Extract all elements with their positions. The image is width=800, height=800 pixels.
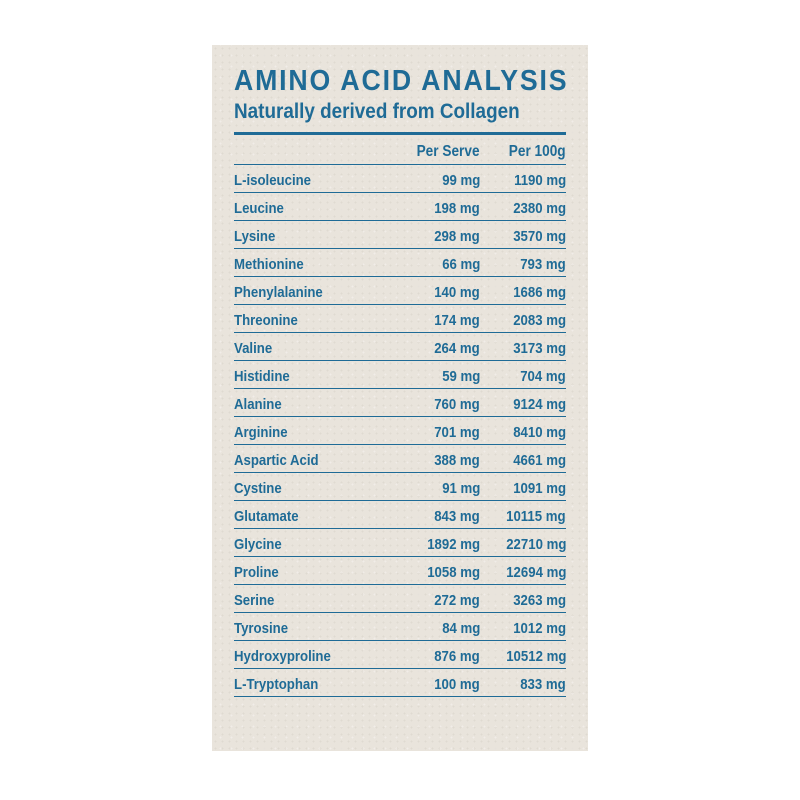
- per-serve-value: 100 mg: [434, 676, 480, 693]
- per-serve-value: 84 mg: [441, 620, 480, 637]
- table-row: [234, 333, 566, 361]
- table-row: [234, 557, 566, 585]
- amino-acid-name: Glutamate: [234, 508, 299, 525]
- table-row: [234, 613, 566, 641]
- per-serve-value: 198 mg: [434, 200, 480, 217]
- per-100g-value: 1091 mg: [513, 480, 566, 497]
- amino-acid-name: L-isoleucine: [234, 172, 312, 189]
- amino-acid-name: Cystine: [234, 480, 282, 497]
- per-100g-value: 1686 mg: [513, 284, 566, 301]
- amino-acid-name: Proline: [234, 564, 279, 581]
- table-row: [234, 249, 566, 277]
- per-serve-value: 272 mg: [434, 592, 480, 609]
- per-serve-value: 264 mg: [434, 340, 480, 357]
- per-100g-value: 1190 mg: [513, 172, 566, 189]
- per-100g-value: 793 mg: [520, 256, 566, 273]
- header-per-serve: Per Serve: [417, 143, 480, 160]
- table-row: [234, 445, 566, 473]
- per-serve-value: 91 mg: [441, 480, 480, 497]
- per-serve-value: 99 mg: [441, 172, 480, 189]
- amino-acid-name: Methionine: [234, 256, 304, 273]
- amino-acid-name: Hydroxyproline: [234, 648, 331, 665]
- table-row: [234, 193, 566, 221]
- table-row: [234, 305, 566, 333]
- per-serve-value: 59 mg: [441, 368, 480, 385]
- amino-acid-name: Arginine: [234, 424, 288, 441]
- table-row: [234, 221, 566, 249]
- table-row: [234, 361, 566, 389]
- per-100g-value: 8410 mg: [513, 424, 566, 441]
- amino-acid-name: Glycine: [234, 536, 282, 553]
- amino-acid-name: Threonine: [234, 312, 298, 329]
- per-serve-value: 876 mg: [434, 648, 480, 665]
- table-row: [234, 417, 566, 445]
- per-serve-value: 298 mg: [434, 228, 480, 245]
- per-serve-value: 140 mg: [434, 284, 480, 301]
- per-100g-value: 3263 mg: [513, 592, 566, 609]
- per-100g-value: 22710 mg: [505, 536, 566, 553]
- header-per-100g: Per 100g: [509, 143, 566, 160]
- per-100g-value: 3173 mg: [513, 340, 566, 357]
- amino-acid-name: Alanine: [234, 396, 282, 413]
- table-row: [234, 473, 566, 501]
- per-100g-value: 9124 mg: [513, 396, 566, 413]
- per-100g-value: 12694 mg: [505, 564, 566, 581]
- table-row: [234, 165, 566, 193]
- amino-acid-name: Leucine: [234, 200, 284, 217]
- per-serve-value: 760 mg: [434, 396, 480, 413]
- amino-acid-panel: [212, 45, 588, 751]
- amino-acid-table: [234, 137, 566, 697]
- table-row: [234, 389, 566, 417]
- per-100g-value: 10512 mg: [505, 648, 566, 665]
- per-100g-value: 4661 mg: [513, 452, 566, 469]
- per-serve-value: 174 mg: [434, 312, 480, 329]
- panel-subtitle: Naturally derived from Collagen: [234, 100, 520, 123]
- table-row: [234, 529, 566, 557]
- table-row: [234, 277, 566, 305]
- amino-acid-name: L-Tryptophan: [234, 676, 319, 693]
- per-100g-value: 833 mg: [520, 676, 566, 693]
- panel-title: AMINO ACID ANALYSIS: [234, 65, 569, 97]
- amino-acid-name: Aspartic Acid: [234, 452, 319, 469]
- top-rule: [234, 132, 566, 135]
- per-serve-value: 1058 mg: [427, 564, 480, 581]
- amino-acid-name: Histidine: [234, 368, 290, 385]
- per-100g-value: 2083 mg: [513, 312, 566, 329]
- table-row: [234, 585, 566, 613]
- per-serve-value: 1892 mg: [427, 536, 480, 553]
- per-100g-value: 10115 mg: [506, 508, 566, 525]
- per-100g-value: 1012 mg: [513, 620, 566, 637]
- table-row: [234, 641, 566, 669]
- amino-acid-name: Phenylalanine: [234, 284, 323, 301]
- per-serve-value: 388 mg: [434, 452, 480, 469]
- table-row: [234, 501, 566, 529]
- per-serve-value: 701 mg: [434, 424, 480, 441]
- per-100g-value: 2380 mg: [513, 200, 566, 217]
- per-serve-value: 66 mg: [441, 256, 480, 273]
- per-100g-value: 704 mg: [520, 368, 566, 385]
- table-header-row: [234, 137, 566, 165]
- per-100g-value: 3570 mg: [513, 228, 566, 245]
- table-body: [234, 165, 566, 697]
- table-row: [234, 669, 566, 697]
- per-serve-value: 843 mg: [434, 508, 480, 525]
- amino-acid-name: Valine: [234, 340, 273, 357]
- amino-acid-name: Tyrosine: [234, 620, 289, 637]
- amino-acid-name: Lysine: [234, 228, 276, 245]
- amino-acid-name: Serine: [234, 592, 275, 609]
